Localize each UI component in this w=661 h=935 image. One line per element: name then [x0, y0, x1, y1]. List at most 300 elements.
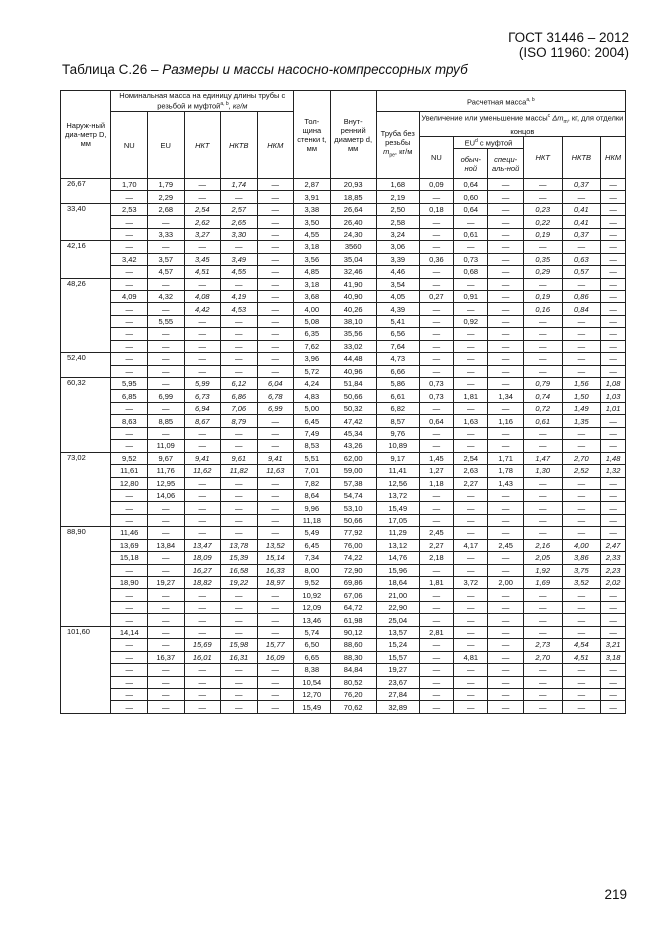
table-cell: 62,00 — [330, 452, 376, 464]
table-cell: 4,46 — [376, 266, 419, 278]
plain-pipe-subscript: pe — [389, 152, 395, 159]
table-cell: — — [419, 651, 453, 663]
table-cell: — — [221, 315, 258, 327]
col-group-calc-mass — [376, 91, 625, 112]
table-cell: 16,01 — [184, 651, 221, 663]
table-cell: 8,85 — [148, 415, 185, 427]
table-cell: — — [488, 340, 523, 352]
col-calc-nkm: НКМ — [601, 137, 626, 179]
table-cell: 84,84 — [330, 664, 376, 676]
table-cell: — — [454, 241, 488, 253]
table-cell: — — [562, 489, 601, 501]
table-cell: — — [562, 626, 601, 638]
table-cell: — — [601, 626, 626, 638]
table-cell: 15,96 — [376, 564, 419, 576]
table-row — [61, 676, 626, 688]
table-cell: — — [601, 502, 626, 514]
table-row — [61, 664, 626, 676]
table-row — [61, 340, 626, 352]
table-cell: — — [257, 489, 294, 501]
table-cell: — — [488, 241, 523, 253]
table-cell: 0,64 — [454, 179, 488, 191]
table-cell: — — [523, 427, 562, 439]
table-cell: — — [111, 651, 148, 663]
table-cell: — — [184, 477, 221, 489]
table-cell: 0,64 — [419, 415, 453, 427]
table-cell: 0,09 — [419, 179, 453, 191]
table-cell: — — [454, 303, 488, 315]
table-cell: — — [601, 228, 626, 240]
table-cell: — — [257, 440, 294, 452]
table-cell: 3,06 — [376, 241, 419, 253]
table-cell: 6,56 — [376, 328, 419, 340]
table-cell: — — [257, 278, 294, 290]
table-cell: 15,14 — [257, 552, 294, 564]
table-row — [61, 440, 626, 452]
table-row — [61, 303, 626, 315]
table-cell: 2,45 — [419, 527, 453, 539]
table-cell: — — [523, 340, 562, 352]
outer-diameter-cell: 101,60 — [61, 626, 111, 713]
table-cell: — — [488, 688, 523, 700]
table-cell: — — [419, 440, 453, 452]
table-cell: — — [111, 402, 148, 414]
table-row — [61, 253, 626, 265]
table-row — [61, 626, 626, 638]
table-cell: 2,65 — [221, 216, 258, 228]
table-cell: 3,91 — [294, 191, 331, 203]
table-cell: 4,54 — [562, 639, 601, 651]
table-cell: — — [111, 278, 148, 290]
table-cell: 7,62 — [294, 340, 331, 352]
table-cell: 8,63 — [111, 415, 148, 427]
table-cell: 5,72 — [294, 365, 331, 377]
table-cell: 2,62 — [184, 216, 221, 228]
table-cell: 76,00 — [330, 539, 376, 551]
table-cell: 2,47 — [601, 539, 626, 551]
table-cell: — — [419, 676, 453, 688]
col-nom-nu: NU — [111, 112, 148, 179]
table-cell: 13,84 — [148, 539, 185, 551]
table-cell: 69,86 — [330, 577, 376, 589]
table-row — [61, 527, 626, 539]
table-cell: 9,96 — [294, 502, 331, 514]
table-cell: 9,76 — [376, 427, 419, 439]
table-cell: — — [523, 701, 562, 713]
table-cell: — — [257, 290, 294, 302]
table-cell: — — [148, 614, 185, 626]
table-cell: 13,69 — [111, 539, 148, 551]
table-cell: — — [523, 514, 562, 526]
table-cell: 70,62 — [330, 701, 376, 713]
table-cell: 3,38 — [294, 203, 331, 215]
table-cell: 1,78 — [488, 465, 523, 477]
table-cell: — — [601, 353, 626, 365]
table-head — [61, 91, 626, 179]
table-cell: — — [257, 340, 294, 352]
table-cell: 11,09 — [148, 440, 185, 452]
table-cell: 6,61 — [376, 390, 419, 402]
table-cell: — — [601, 191, 626, 203]
table-cell: 12,56 — [376, 477, 419, 489]
table-cell: — — [601, 303, 626, 315]
table-row — [61, 328, 626, 340]
table-cell: 0,73 — [454, 253, 488, 265]
table-cell: — — [523, 440, 562, 452]
table-cell: — — [111, 353, 148, 365]
table-cell: — — [488, 353, 523, 365]
table-cell: 4,24 — [294, 378, 331, 390]
table-cell: — — [601, 489, 626, 501]
table-cell: 41,90 — [330, 278, 376, 290]
table-cell: 12,09 — [294, 601, 331, 613]
table-cell: — — [111, 564, 148, 576]
col-group-eu-coupling — [454, 137, 524, 149]
table-cell: — — [184, 514, 221, 526]
table-cell: — — [221, 626, 258, 638]
table-cell: 9,17 — [376, 452, 419, 464]
nominal-mass-unit: , кг/м — [228, 101, 248, 111]
table-cell: — — [601, 415, 626, 427]
table-cell: — — [523, 278, 562, 290]
table-cell: 1,69 — [523, 577, 562, 589]
table-cell: — — [257, 228, 294, 240]
eu-coupling-tail: с муфтой — [477, 138, 513, 148]
col-group-nominal-mass — [111, 91, 294, 112]
change-label: Увеличение или уменьшение массы — [421, 113, 548, 123]
table-cell: 67,06 — [330, 589, 376, 601]
table-cell: — — [419, 601, 453, 613]
table-cell: 50,66 — [330, 514, 376, 526]
table-cell: 3,21 — [601, 639, 626, 651]
table-cell: 5,55 — [148, 315, 185, 327]
table-cell: 7,82 — [294, 477, 331, 489]
table-row — [61, 427, 626, 439]
table-cell: 44,48 — [330, 353, 376, 365]
table-cell: 2,87 — [294, 179, 331, 191]
table-cell: 26,64 — [330, 203, 376, 215]
table-cell: — — [488, 203, 523, 215]
table-cell: — — [148, 340, 185, 352]
col-plain-pipe — [376, 112, 419, 179]
table-cell: 2,68 — [148, 203, 185, 215]
table-cell: — — [562, 365, 601, 377]
table-cell: 15,77 — [257, 639, 294, 651]
table-cell: 0,23 — [523, 203, 562, 215]
table-cell: 5,41 — [376, 315, 419, 327]
table-cell: 15,69 — [184, 639, 221, 651]
table-cell: — — [488, 564, 523, 576]
table-cell: 77,92 — [330, 527, 376, 539]
table-cell: — — [148, 589, 185, 601]
table-cell: 40,26 — [330, 303, 376, 315]
table-cell: — — [488, 365, 523, 377]
table-cell: 2,33 — [601, 552, 626, 564]
table-cell: — — [488, 701, 523, 713]
table-cell: 16,27 — [184, 564, 221, 576]
table-cell: — — [601, 701, 626, 713]
table-cell: 6,65 — [294, 651, 331, 663]
outer-diameter-cell: 52,40 — [61, 353, 111, 378]
col-group-change — [419, 112, 625, 137]
table-cell: — — [562, 502, 601, 514]
table-row — [61, 290, 626, 302]
table-row — [61, 701, 626, 713]
table-cell: 10,54 — [294, 676, 331, 688]
table-cell: 13,46 — [294, 614, 331, 626]
table-cell: — — [601, 278, 626, 290]
table-cell: — — [562, 701, 601, 713]
table-cell: 27,84 — [376, 688, 419, 700]
table-cell: — — [601, 328, 626, 340]
table-cell: — — [221, 241, 258, 253]
table-cell: — — [601, 601, 626, 613]
table-cell: 32,89 — [376, 701, 419, 713]
table-cell: 3,86 — [562, 552, 601, 564]
table-cell: 10,92 — [294, 589, 331, 601]
table-cell: 3,18 — [601, 651, 626, 663]
table-cell: — — [148, 502, 185, 514]
table-cell: 6,82 — [376, 402, 419, 414]
table-cell: — — [184, 328, 221, 340]
table-cell: — — [419, 701, 453, 713]
table-cell: 1,27 — [419, 465, 453, 477]
change-subscript: m — [563, 119, 568, 125]
table-row — [61, 564, 626, 576]
table-cell: 1,50 — [562, 390, 601, 402]
table-row — [61, 378, 626, 390]
table-cell: 10,89 — [376, 440, 419, 452]
table-cell: — — [419, 303, 453, 315]
table-cell: — — [111, 614, 148, 626]
table-cell: 2,57 — [221, 203, 258, 215]
table-cell: 3,75 — [562, 564, 601, 576]
plain-pipe-symbol: m — [383, 147, 390, 157]
table-cell: — — [148, 552, 185, 564]
table-cell: 2,54 — [454, 452, 488, 464]
table-cell: 8,79 — [221, 415, 258, 427]
table-cell: 15,24 — [376, 639, 419, 651]
table-cell: — — [562, 440, 601, 452]
table-cell: 3,57 — [148, 253, 185, 265]
table-cell: — — [454, 601, 488, 613]
eu-coupling-footnote: d — [475, 138, 478, 145]
table-cell: — — [488, 253, 523, 265]
table-row — [61, 203, 626, 215]
table-cell: 9,61 — [221, 452, 258, 464]
table-cell: — — [562, 676, 601, 688]
table-cell: — — [184, 191, 221, 203]
table-cell: — — [454, 664, 488, 676]
table-cell: 1,56 — [562, 378, 601, 390]
table-cell: 5,00 — [294, 402, 331, 414]
table-cell: 0,18 — [419, 203, 453, 215]
table-cell: — — [257, 527, 294, 539]
table-cell: 15,49 — [376, 502, 419, 514]
table-cell: — — [419, 278, 453, 290]
table-cell: — — [419, 216, 453, 228]
table-cell: — — [488, 676, 523, 688]
table-row — [61, 452, 626, 464]
table-cell: 1,68 — [376, 179, 419, 191]
table-cell: — — [184, 241, 221, 253]
table-cell: — — [419, 427, 453, 439]
calc-mass-label: Расчетная масса — [467, 97, 527, 107]
table-cell: 6,45 — [294, 415, 331, 427]
table-cell: 14,06 — [148, 489, 185, 501]
table-row — [61, 390, 626, 402]
table-cell: — — [221, 527, 258, 539]
table-cell: 2,54 — [184, 203, 221, 215]
table-cell: 47,42 — [330, 415, 376, 427]
table-cell: 0,74 — [523, 390, 562, 402]
table-cell: 3,56 — [294, 253, 331, 265]
table-cell: — — [601, 365, 626, 377]
table-row — [61, 601, 626, 613]
table-cell: 6,86 — [221, 390, 258, 402]
table-cell: 2,23 — [601, 564, 626, 576]
table-cell: 12,80 — [111, 477, 148, 489]
table-cell: — — [488, 191, 523, 203]
table-cell: 3,30 — [221, 228, 258, 240]
table-cell: 2,02 — [601, 577, 626, 589]
table-cell: — — [257, 328, 294, 340]
table-cell: 3,18 — [294, 278, 331, 290]
table-cell: 1,43 — [488, 477, 523, 489]
table-cell: — — [488, 427, 523, 439]
table-cell: 5,99 — [184, 378, 221, 390]
table-cell: — — [601, 253, 626, 265]
table-row — [61, 266, 626, 278]
table-cell: — — [184, 440, 221, 452]
table-cell: — — [221, 601, 258, 613]
table-cell: 11,41 — [376, 465, 419, 477]
table-cell: 3,24 — [376, 228, 419, 240]
table-cell: — — [419, 241, 453, 253]
table-cell: — — [601, 266, 626, 278]
table-cell: 4,00 — [562, 539, 601, 551]
table-cell: — — [221, 614, 258, 626]
table-cell: 8,57 — [376, 415, 419, 427]
table-cell: 14,14 — [111, 626, 148, 638]
table-cell: 0,27 — [419, 290, 453, 302]
table-cell: — — [523, 626, 562, 638]
table-cell: — — [419, 315, 453, 327]
table-cell: 1,71 — [488, 452, 523, 464]
table-cell: 6,12 — [221, 378, 258, 390]
table-cell: — — [257, 589, 294, 601]
table-cell: — — [148, 353, 185, 365]
table-cell: — — [454, 552, 488, 564]
table-cell: 9,41 — [257, 452, 294, 464]
table-cell: 18,97 — [257, 577, 294, 589]
table-cell: — — [562, 278, 601, 290]
table-cell: 6,66 — [376, 365, 419, 377]
table-cell: — — [221, 340, 258, 352]
table-cell: 8,67 — [184, 415, 221, 427]
table-cell: — — [148, 328, 185, 340]
table-cell: — — [562, 191, 601, 203]
table-cell: — — [601, 477, 626, 489]
table-cell: — — [257, 664, 294, 676]
table-cell: — — [562, 664, 601, 676]
table-cell: — — [419, 502, 453, 514]
table-cell: — — [562, 241, 601, 253]
table-cell: — — [488, 626, 523, 638]
table-cell: 1,35 — [562, 415, 601, 427]
table-cell: 3,39 — [376, 253, 419, 265]
table-cell: 16,58 — [221, 564, 258, 576]
table-cell: — — [488, 303, 523, 315]
table-cell: — — [111, 216, 148, 228]
table-cell: 15,39 — [221, 552, 258, 564]
table-cell: 22,90 — [376, 601, 419, 613]
table-cell: — — [111, 427, 148, 439]
table-row — [61, 577, 626, 589]
table-cell: — — [257, 353, 294, 365]
table-cell: 2,19 — [376, 191, 419, 203]
table-cell: — — [148, 564, 185, 576]
table-cell: 7,06 — [221, 402, 258, 414]
table-cell: — — [148, 639, 185, 651]
table-cell: 0,60 — [454, 191, 488, 203]
table-cell: — — [257, 601, 294, 613]
table-cell: — — [257, 477, 294, 489]
table-cell: — — [221, 676, 258, 688]
table-cell: — — [221, 440, 258, 452]
table-cell: 12,70 — [294, 688, 331, 700]
table-row — [61, 651, 626, 663]
table-cell: 0,19 — [523, 290, 562, 302]
table-cell: 18,82 — [184, 577, 221, 589]
table-cell: — — [601, 440, 626, 452]
table-cell: — — [523, 614, 562, 626]
table-cell: 0,36 — [419, 253, 453, 265]
table-cell: 5,86 — [376, 378, 419, 390]
table-cell: 4,39 — [376, 303, 419, 315]
table-cell: 12,95 — [148, 477, 185, 489]
change-footnote: c — [547, 113, 551, 119]
table-cell: 4,19 — [221, 290, 258, 302]
table-cell: 1,08 — [601, 378, 626, 390]
table-row — [61, 477, 626, 489]
table-cell: 0,16 — [523, 303, 562, 315]
table-cell: — — [488, 278, 523, 290]
table-cell: — — [601, 203, 626, 215]
table-cell: 11,18 — [294, 514, 331, 526]
table-cell: — — [419, 228, 453, 240]
table-cell: 2,50 — [376, 203, 419, 215]
table-cell: — — [488, 502, 523, 514]
table-cell: — — [454, 216, 488, 228]
table-row — [61, 614, 626, 626]
col-nom-nkm: НКМ — [257, 112, 294, 179]
table-row — [61, 402, 626, 414]
table-cell: 5,51 — [294, 452, 331, 464]
table-cell: — — [184, 676, 221, 688]
table-cell: — — [562, 514, 601, 526]
table-cell: — — [454, 676, 488, 688]
table-cell: 3560 — [330, 241, 376, 253]
table-cell: 3,52 — [562, 577, 601, 589]
table-cell: — — [148, 701, 185, 713]
table-cell: — — [419, 589, 453, 601]
table-cell: — — [257, 253, 294, 265]
table-cell: — — [601, 688, 626, 700]
table-cell: — — [148, 688, 185, 700]
table-cell: 5,08 — [294, 315, 331, 327]
table-cell: 19,27 — [148, 577, 185, 589]
